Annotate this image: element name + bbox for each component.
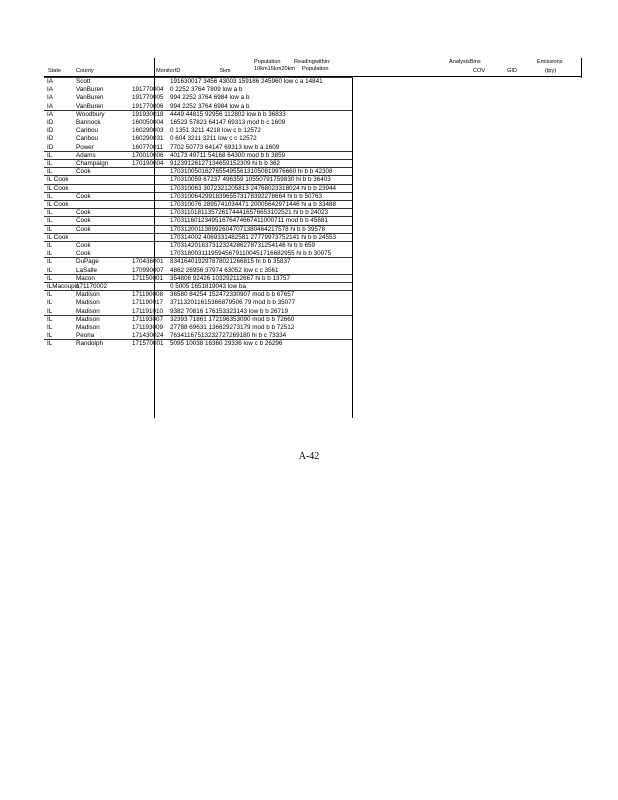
row-rule bbox=[44, 225, 353, 226]
row-values: 16523 57823 64147 69313 mod b c 1609 bbox=[170, 119, 286, 126]
row-county: VanBuren bbox=[76, 102, 104, 110]
header-tpy: (tpy) bbox=[545, 68, 557, 74]
row-county: VanBuren bbox=[76, 86, 104, 94]
row-county: DuPage bbox=[76, 258, 99, 266]
col-divider bbox=[581, 58, 582, 78]
row-rule bbox=[44, 233, 353, 234]
row-rule bbox=[44, 274, 353, 275]
row-values: 191630017 3456 43003 159186 245960 low c a 14841 bbox=[170, 78, 323, 85]
row-county: Madison bbox=[76, 324, 100, 331]
row-county: Cook bbox=[76, 250, 91, 258]
row-values: 1703120011389926047071380464217578 hi b b 39578 bbox=[170, 225, 326, 233]
row-rule bbox=[44, 110, 353, 111]
row-values: 40173 49711 54168 64300 mod b b 3859 bbox=[170, 151, 286, 159]
row-values: 5095 10038 16360 29336 low c b 26296 bbox=[170, 340, 283, 348]
row-county: Adams bbox=[76, 151, 96, 159]
header-population-2: Population bbox=[302, 66, 329, 72]
row-rule bbox=[44, 282, 353, 283]
row-state: IL Cook bbox=[47, 184, 69, 192]
row-values: 170314201637312324286278731254146 hi b b 659 bbox=[170, 242, 315, 249]
row-values: 170311601234951676474667411000711 mod b b 45681 bbox=[170, 217, 328, 225]
row-state: IL bbox=[47, 291, 53, 299]
row-county: Peoria bbox=[76, 332, 95, 340]
row-rule bbox=[44, 184, 353, 185]
row-state: IA bbox=[47, 102, 53, 110]
row-monitor-id: 160050004 bbox=[132, 119, 164, 126]
row-county: Cook bbox=[76, 217, 91, 225]
row-rule bbox=[44, 200, 353, 201]
row-county: Madison bbox=[76, 291, 100, 299]
row-rule bbox=[44, 167, 353, 168]
row-values: 36580 84254 152472330907 mod b b 67657 bbox=[170, 291, 295, 299]
row-rule bbox=[44, 241, 353, 242]
row-monitor-id: 171190017 bbox=[132, 299, 164, 307]
header-10km: 10km15km20km bbox=[254, 66, 296, 72]
page-number: A-42 bbox=[298, 451, 320, 462]
row-values: 170318003111959456791100451716682955 hi b b 30075 bbox=[170, 250, 332, 258]
row-state: IL bbox=[47, 332, 53, 340]
row-monitor-id: 160770011 bbox=[132, 143, 164, 151]
header-analysis-bins: AnalysisBins bbox=[449, 59, 481, 65]
row-state: ID bbox=[47, 135, 54, 143]
row-monitor-id: 171193009 bbox=[132, 324, 164, 331]
row-state: IA bbox=[47, 94, 53, 102]
row-state: IL bbox=[47, 324, 53, 331]
row-monitor-id: 171191010 bbox=[132, 307, 164, 315]
row-state: IL bbox=[47, 209, 53, 217]
row-county: Champaign bbox=[76, 160, 109, 167]
row-state: IL bbox=[47, 274, 53, 282]
row-state: IL bbox=[47, 168, 53, 176]
row-state: IL bbox=[47, 250, 53, 258]
header-cov: COV bbox=[473, 68, 486, 74]
row-state: IA bbox=[47, 78, 53, 85]
row-monitor-id: 191770005 bbox=[132, 94, 164, 102]
row-values: 170310050162765549556131050819976660 hi b b 42308 bbox=[170, 168, 333, 176]
header-population: Population bbox=[254, 59, 281, 65]
row-state: IL Cook bbox=[47, 201, 69, 208]
row-values: 7702 50773 64147 69313 low b a 1609 bbox=[170, 143, 280, 151]
row-state: ID bbox=[47, 127, 54, 135]
row-monitor-id: 160290031 bbox=[132, 135, 164, 143]
row-state: IA bbox=[47, 86, 53, 94]
row-values: 170310059 67237 496359 10550791759830 hi b b 36403 bbox=[170, 176, 331, 184]
row-monitor-id: 191770004 bbox=[132, 86, 164, 94]
row-county: Cook bbox=[76, 168, 91, 176]
row-rule bbox=[44, 151, 353, 152]
row-county: Madison bbox=[76, 299, 100, 307]
row-state: IL bbox=[47, 151, 53, 159]
row-state: ID bbox=[47, 119, 54, 126]
row-state: IL bbox=[47, 192, 53, 200]
row-values: 4449 44815 92956 112802 low b b 36833 bbox=[170, 110, 286, 118]
row-values: 76341167513232727269180 hi b c 73334 bbox=[170, 332, 287, 340]
row-county: Cook bbox=[76, 192, 91, 200]
row-values: 0 1351 3211 4218 low c b 12572 bbox=[170, 127, 261, 135]
row-state: IA bbox=[47, 110, 53, 118]
row-state: IL Cook bbox=[47, 176, 69, 184]
row-county: 171170002 bbox=[76, 283, 108, 290]
row-monitor-id: 170010006 bbox=[132, 151, 164, 159]
row-monitor-id: 170190004 bbox=[132, 160, 164, 167]
row-values: 27788 69631 136629273179 mod b b 72512 bbox=[170, 324, 295, 331]
row-rule bbox=[44, 257, 353, 258]
row-values: 170310063 3072321205813 24768023318024 hi b b 23944 bbox=[170, 184, 336, 192]
row-rule bbox=[44, 315, 353, 316]
row-county: Macon bbox=[76, 274, 95, 282]
row-state: IL bbox=[47, 258, 53, 266]
row-state: IL Cook bbox=[47, 233, 69, 241]
row-monitor-id: 170990007 bbox=[132, 266, 164, 274]
row-state: IL bbox=[47, 340, 53, 348]
row-county: VanBuren bbox=[76, 94, 104, 102]
row-values: 170310064299183965573178392278664 hi b b 50763 bbox=[170, 192, 322, 200]
row-monitor-id: 171193007 bbox=[132, 315, 164, 323]
row-values: 994 2252 3764 6984 low a b bbox=[170, 94, 250, 102]
row-rule bbox=[44, 339, 353, 340]
row-county: Caribou bbox=[76, 127, 99, 135]
row-state: IL bbox=[47, 242, 53, 249]
row-county: Scott bbox=[76, 78, 91, 85]
row-state: IL bbox=[47, 307, 53, 315]
row-state: ILMacoupin bbox=[47, 283, 80, 290]
row-values: 0 604 3211 3211 low c c 12572 bbox=[170, 135, 257, 143]
row-values: 834164019297878021266815 hi b b 35837 bbox=[170, 258, 291, 266]
row-monitor-id: 191930018 bbox=[132, 110, 164, 118]
row-values: 994 2252 3764 6984 low a b bbox=[170, 102, 250, 110]
row-monitor-id: 191770006 bbox=[132, 102, 164, 110]
row-state: IL bbox=[47, 299, 53, 307]
row-values: 170314002 4069331482581 27779973752141 hi b b 24553 bbox=[170, 233, 336, 241]
row-values: 170310076 2895741034471 20005642971446 hi a b 33488 bbox=[170, 201, 336, 208]
row-county: LaSalle bbox=[76, 266, 98, 274]
row-county: Caribou bbox=[76, 135, 99, 143]
row-county: Woodbury bbox=[76, 110, 105, 118]
row-state: IL bbox=[47, 266, 53, 274]
row-values: 17031101811357261744416576653102521 hi b b 24023 bbox=[170, 209, 329, 217]
row-rule bbox=[44, 216, 353, 217]
row-values: 0 5005 1651819043 low ba bbox=[170, 283, 246, 290]
row-county: Power bbox=[76, 143, 94, 151]
row-county: Randolph bbox=[76, 340, 103, 348]
header-5km: 5km bbox=[220, 68, 231, 74]
row-rule bbox=[44, 208, 353, 209]
row-rule bbox=[44, 290, 353, 291]
row-values: 371132011615366879506 79 mod b b 35077 bbox=[170, 299, 296, 307]
row-monitor-id: 171430024 bbox=[132, 332, 164, 340]
row-monitor-id: 160290003 bbox=[132, 127, 164, 135]
row-values: 0 2252 3764 7809 low a b bbox=[170, 86, 243, 94]
row-state: ID bbox=[47, 143, 54, 151]
row-values: 91239126127134659152309 hi b b 362 bbox=[170, 160, 280, 167]
row-state: IL bbox=[47, 225, 53, 233]
header-county: County bbox=[76, 68, 94, 74]
row-rule bbox=[44, 175, 353, 176]
row-monitor-id: 171190008 bbox=[132, 291, 164, 299]
row-state: IL bbox=[47, 160, 53, 167]
row-county: Cook bbox=[76, 225, 91, 233]
row-county: Cook bbox=[76, 209, 91, 217]
row-rule bbox=[44, 77, 353, 78]
row-county: Cook bbox=[76, 242, 91, 249]
header-state: State bbox=[48, 68, 62, 74]
row-state: IL bbox=[47, 217, 53, 225]
row-values: 9382 70816 176153323143 low b b 26719 bbox=[170, 307, 289, 315]
header-emissions: Emissions bbox=[537, 59, 563, 65]
row-values: 354806 92426 103292112667 hi b b 13757 bbox=[170, 274, 290, 282]
row-values: 4862 26956 37974 63052 low c c 3561 bbox=[170, 266, 279, 274]
row-rule bbox=[44, 192, 353, 193]
row-rule bbox=[44, 159, 353, 160]
header-gid: GID bbox=[507, 68, 517, 74]
row-county: Madison bbox=[76, 315, 100, 323]
header-monitor-id: MonitorID bbox=[156, 68, 181, 74]
row-monitor-id: 170436001 bbox=[132, 258, 164, 266]
row-state: IL bbox=[47, 315, 53, 323]
row-county: Madison bbox=[76, 307, 100, 315]
row-county: Bannock bbox=[76, 119, 101, 126]
row-monitor-id: 171570001 bbox=[132, 340, 164, 348]
header-readings-within: Readingwithin: bbox=[294, 59, 331, 65]
row-values: 32393 71861 172196353090 mod b b 72660 bbox=[170, 315, 295, 323]
row-monitor-id: 171150001 bbox=[132, 274, 164, 282]
col-divider bbox=[352, 78, 353, 418]
col-divider bbox=[154, 58, 155, 76]
